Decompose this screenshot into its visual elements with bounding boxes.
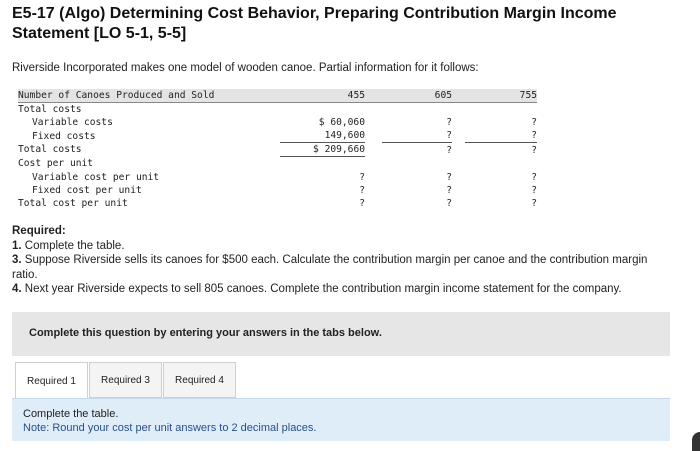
problem-intro: Riverside Incorporated makes one model of wooden canoe. Partial information for it follows: bbox=[12, 62, 479, 74]
cell-value: ? bbox=[446, 171, 452, 183]
cell-value: ? bbox=[531, 171, 537, 183]
cell-value: ? bbox=[531, 144, 537, 156]
cell-value: ? bbox=[359, 197, 365, 209]
row-label: Fixed cost per unit bbox=[32, 184, 142, 196]
scroll-handle[interactable] bbox=[692, 432, 700, 451]
table-row bbox=[18, 116, 537, 129]
row-label: Total costs bbox=[18, 104, 82, 116]
table-row bbox=[18, 171, 537, 184]
cell-value: ? bbox=[446, 197, 452, 209]
tab-required-4[interactable]: Required 4 bbox=[163, 362, 236, 398]
problem-title: E5-17 (Algo) Determining Cost Behavior, Preparing Contribution Margin Income Statement [LO 5-1, 5-5] bbox=[12, 5, 617, 42]
cell-value: ? bbox=[465, 129, 537, 143]
table-row bbox=[18, 157, 537, 171]
tab-required-3[interactable]: Required 3 bbox=[89, 362, 162, 398]
cell-value: ? bbox=[359, 171, 365, 183]
cell-value: $ 60,060 bbox=[318, 117, 365, 129]
table-row bbox=[18, 143, 537, 157]
header-col-455: 455 bbox=[280, 89, 365, 103]
tab-required-1[interactable]: Required 1 bbox=[15, 362, 88, 399]
table-header-row bbox=[18, 89, 537, 103]
cell-value: ? bbox=[382, 129, 452, 143]
row-label: Cost per unit bbox=[18, 158, 94, 170]
cell-value: ? bbox=[531, 117, 537, 129]
required-item: 3. Suppose Riverside sells its canoes for $500 each. Calculate the contribution margin per canoe and the contribution margin ratio. bbox=[12, 254, 648, 281]
row-label: Variable costs bbox=[32, 117, 113, 129]
instruction-text: Complete this question by entering your answers in the tabs below. bbox=[29, 327, 382, 339]
tab-content-note: Note: Round your cost per unit answers to 2 decimal places. bbox=[23, 422, 317, 434]
header-label: Number of Canoes Produced and Sold bbox=[18, 89, 280, 103]
cell-value: ? bbox=[446, 184, 452, 196]
cell-value: ? bbox=[359, 184, 365, 196]
tab-content-instruction: Complete the table. bbox=[23, 408, 119, 420]
cell-value: $ 209,660 bbox=[280, 143, 365, 157]
cost-table bbox=[18, 89, 537, 210]
row-label: Variable cost per unit bbox=[32, 171, 160, 183]
cell-value: ? bbox=[531, 184, 537, 196]
required-item: 4. Next year Riverside expects to sell 805 canoes. Complete the contribution margin income statement for the company. bbox=[12, 283, 622, 295]
cell-value: 149,600 bbox=[280, 129, 365, 143]
cell-value: ? bbox=[446, 144, 452, 156]
tab-content-panel bbox=[12, 398, 670, 441]
cell-value: ? bbox=[446, 117, 452, 129]
instruction-panel bbox=[12, 312, 670, 356]
header-col-605: 605 bbox=[382, 89, 452, 103]
required-heading: Required: bbox=[12, 225, 66, 237]
required-section bbox=[12, 224, 672, 297]
row-label: Fixed costs bbox=[32, 130, 96, 142]
row-label: Total cost per unit bbox=[18, 197, 128, 209]
row-label: Total costs bbox=[18, 144, 82, 156]
required-item: 1. Complete the table. bbox=[12, 239, 125, 252]
table-row bbox=[18, 197, 537, 210]
table-row bbox=[18, 129, 537, 143]
header-col-755: 755 bbox=[465, 89, 537, 103]
table-row bbox=[18, 184, 537, 197]
table-row bbox=[18, 103, 537, 117]
cell-value: ? bbox=[531, 197, 537, 209]
